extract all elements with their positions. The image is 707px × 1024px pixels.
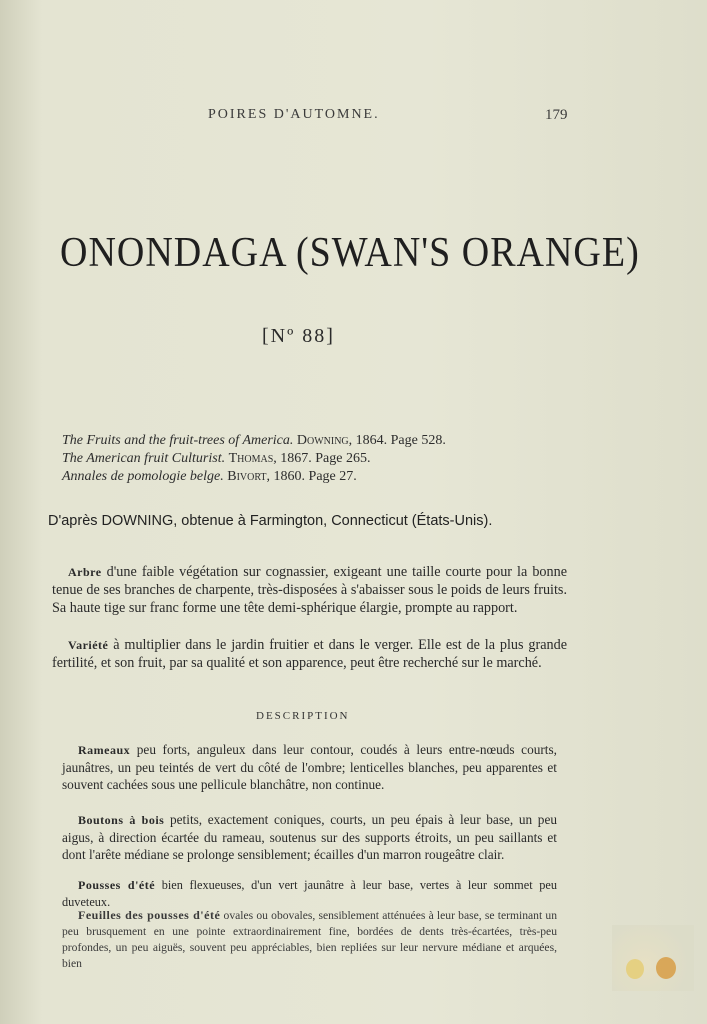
page-number: 179 (545, 107, 568, 123)
reference-details: 1860. Page 27. (273, 469, 357, 484)
description-feuilles (62, 907, 557, 972)
description-boutons (62, 811, 557, 863)
description-rameaux (62, 741, 557, 793)
bibliography (62, 432, 582, 486)
paragraph-text: d'une faible végétation sur cognassier, exigeant une taille courte pour la bonne tenue de ses branches de charpente, très-disposées à s'abaisser sous le poids de leurs fruits. Sa haute tige sur franc forme une tête demi-sphérique élargie, prompte au rapport. (52, 564, 568, 616)
description-text: petits, exactement coniques, courts, un peu épais à leur base, un peu aigus, à direction écartée du rameau, soutenus sur des supports étroits, un peu saillants et dont l'arête médiane se prolonge sensiblement; écailles d'un marron rougeâtre clair. (62, 812, 558, 862)
lead-word-feuilles: Feuilles des pousses d'été (78, 908, 221, 922)
paragraph-arbre (52, 563, 567, 617)
description-text: ovales ou obovales, sensiblement atténuées à leur base, se terminant un peu brusquement en une pointe extraordinairement fine, bordées de dents très-écartées, très-peu profondes, un peu aiguës, souvent peu appréciables, bien repliées sur leur nervure médiane et arquées, bien (62, 909, 557, 970)
lead-word-boutons: Boutons à bois (78, 813, 165, 827)
reference-author: Bivort, (227, 469, 271, 484)
lead-word-arbre: Arbre (68, 565, 102, 579)
reference-details: 1867. Page 265. (280, 451, 371, 466)
lead-word-rameaux: Rameaux (78, 743, 131, 757)
page-title: ONONDAGA (SWAN'S ORANGE) (60, 229, 640, 277)
reference-item (62, 450, 582, 468)
running-head: POIRES D'AUTOMNE. (208, 107, 380, 122)
description-heading: DESCRIPTION (256, 710, 350, 722)
paragraph-variete (52, 636, 567, 672)
reference-title: The Fruits and the fruit-trees of America. (62, 433, 294, 448)
reference-item (62, 432, 582, 450)
corner-fruit-image (612, 925, 694, 991)
reference-author: Thomas, (228, 451, 277, 466)
description-text: bien flexueuses, d'un vert jaunâtre à leur base, vertes à leur sommet peu duveteux. (62, 878, 557, 909)
reference-details: 1864. Page 528. (355, 433, 446, 448)
paragraph-text: à multiplier dans le jardin fruitier et dans le verger. Elle est de la plus grande fertilité, et son fruit, par sa qualité et son apparence, peut être recherché sur le marché. (52, 637, 568, 671)
reference-title: The American fruit Culturist. (62, 451, 226, 466)
description-pousses (62, 877, 557, 911)
reference-author: Downing, (296, 433, 353, 448)
fruit-shape (626, 959, 644, 979)
origin-line: D'après DOWNING, obtenue à Farmington, Connecticut (États-Unis). (48, 513, 493, 529)
reference-item (62, 468, 582, 486)
fruit-number: [Nº 88] (262, 325, 335, 347)
lead-word-pousses: Pousses d'été (78, 878, 156, 892)
fruit-shape (656, 957, 676, 979)
lead-word-variete: Variété (68, 638, 109, 652)
description-text: peu forts, anguleux dans leur contour, coudés à leurs entre-nœuds courts, jaunâtres, un peu teintés de vert du côté de l'ombre; lenticelles blanches, peu apparentes et souvent cachées sous une pellicule blanchâtre, non continue. (62, 742, 557, 792)
reference-title: Annales de pomologie belge. (62, 469, 224, 484)
